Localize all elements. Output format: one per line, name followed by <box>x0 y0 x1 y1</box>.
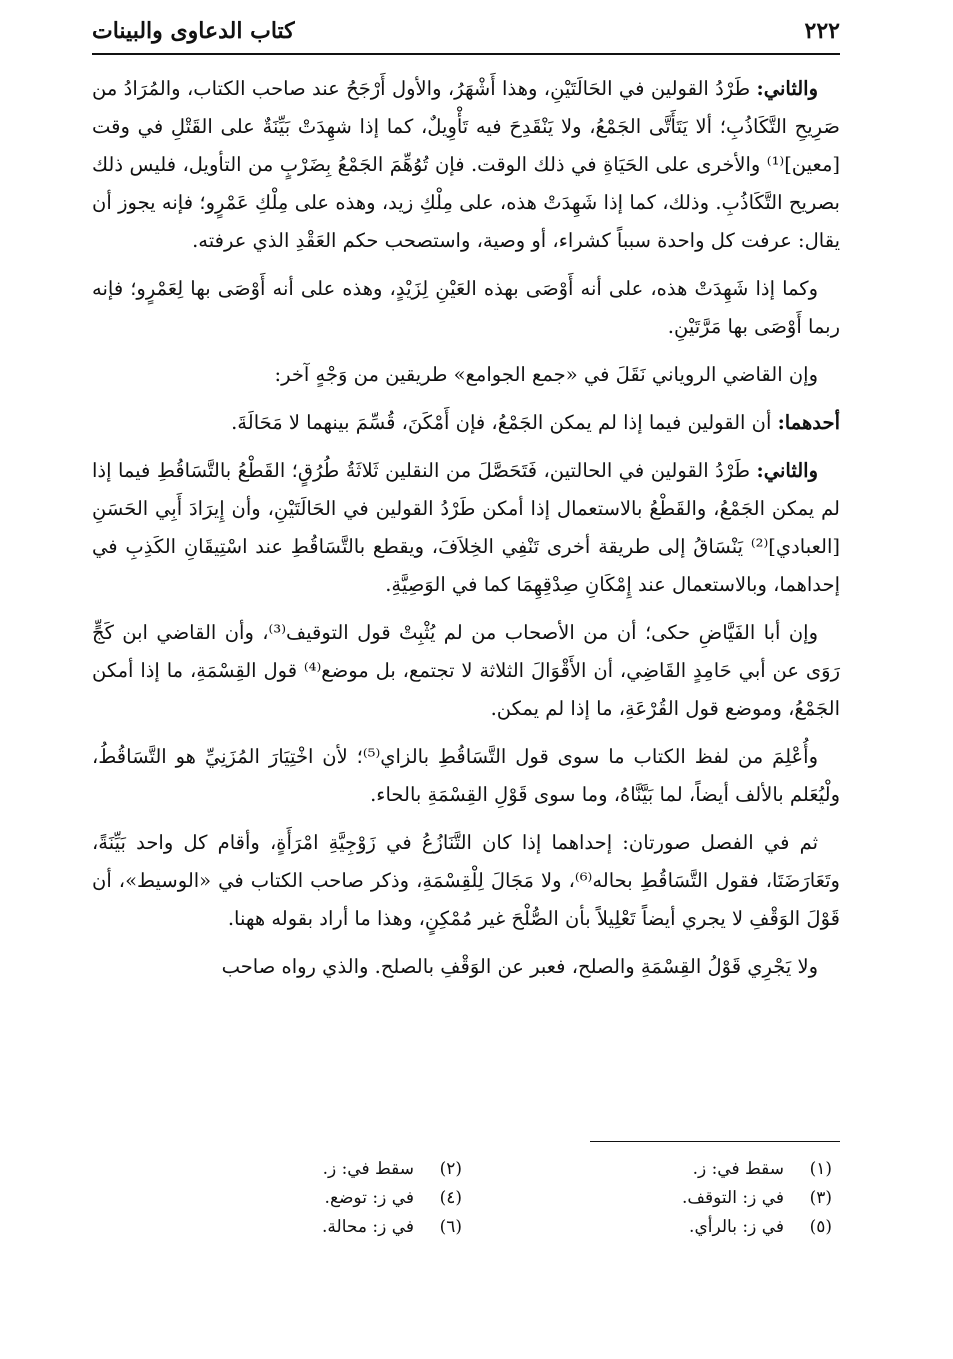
paragraph-lead: والثاني: <box>756 459 818 482</box>
page-header <box>92 14 840 48</box>
paragraph-text: أن القولين فيما إذا لم يمكن الجَمْعُ، فإن أَمْكَنَ، قُسِّمَ بينهما لا مَحَالَةَ. <box>231 411 778 434</box>
footnote-text: سقط في: ز. <box>322 1159 414 1179</box>
footnote-number: (٣) <box>809 1188 832 1208</box>
footnote <box>92 1213 462 1242</box>
main-text <box>92 70 840 996</box>
paragraph <box>92 738 840 814</box>
footnote-rule <box>590 1141 840 1142</box>
paragraph <box>92 452 840 604</box>
paragraph <box>92 948 840 986</box>
paragraph-lead: أحدهما: <box>777 411 840 434</box>
paragraph <box>92 70 840 260</box>
footnote-number: (١) <box>809 1159 832 1179</box>
paragraph-text: وإن القاضي الروياني نَقَلَ في «جمع الجوامع» طريقين من وَجْهٍ آخر: <box>274 363 818 386</box>
page-number: ٢٢٢ <box>804 18 840 44</box>
paragraph-text: ثم في الفصل صورتان: إحداهما إذا كان التَّنَازُعُ في زَوْجِيَّةِ امْرَأَةٍ، وأقام كل واحد بَيِّنَةً، وتَعَارَضَتَا، فقول التَّسَاقُطِ بحاله⁽⁶⁾، ولا مَجَالَ لِلْقِسْمَةِ، وذكر صاحب الكتاب في «الوسيط»، أن قَوْلَ الوَقْفِ لا يجري أيضاً تَعْلِيلاً بأن الصُّلْحَ غير مُمْكِنٍ، وهذا ما أراد بقوله ههنا. <box>92 831 840 930</box>
footnote <box>462 1213 832 1242</box>
footnote-number: (٥) <box>809 1217 832 1237</box>
footnote-row <box>92 1155 832 1184</box>
footnote-text: سقط في: ز. <box>692 1159 784 1179</box>
paragraph <box>92 404 840 442</box>
footnote <box>92 1184 462 1213</box>
footnote-row <box>92 1213 832 1242</box>
header-rule <box>92 53 840 55</box>
paragraph-text: وأُعْلِمَ من لفظ الكتاب ما سوى قول التَّسَاقُطِ بالزاي⁽⁵⁾؛ لأن اخْتِيَارَ المُزَنِيِّ هو التَّسَاقُطُ، ولْيُعَلم بالألف أيضاً، لما بَيَّنَّاهُ، وما سوى قَوْلِ القِسْمَةِ بالحاء. <box>92 745 840 806</box>
paragraph <box>92 614 840 728</box>
footnote <box>92 1155 462 1184</box>
footnote-row <box>92 1184 832 1213</box>
footnote <box>462 1155 832 1184</box>
paragraph-lead: والثاني: <box>756 77 818 100</box>
footnote-text: في ز: التوقف. <box>682 1188 784 1208</box>
paragraph <box>92 356 840 394</box>
footnote-number: (٤) <box>439 1188 462 1208</box>
running-title: كتاب الدعاوى والبينات <box>92 18 295 44</box>
footnote-text: في ز: محالة. <box>322 1217 414 1237</box>
paragraph <box>92 824 840 938</box>
paragraph-text: ولا يَجْرِي قَوْلُ القِسْمَةِ والصلح، فعبر عن الوَقْفِ بالصلح. والذي رواه صاحب <box>221 955 818 978</box>
footnote-number: (٢) <box>439 1159 462 1179</box>
footnote-text: في ز: توضع. <box>324 1188 414 1208</box>
paragraph <box>92 270 840 346</box>
footnote <box>462 1184 832 1213</box>
footnotes <box>92 1155 832 1242</box>
footnote-text: في ز: بالرأي. <box>689 1217 784 1237</box>
paragraph-text: طَرْدُ القولين في الحالتين، فَتَحَصَّلَ من النقلين ثَلاثَةُ طُرُقٍ؛ القَطْعُ بالتَّسَاقُطِ فيما إذا لم يمكن الجَمْعُ، والقَطْعُ بالاستعمال إذا أمكن طَرْدُ القولين في الحَالَتَيْنِ، وأن إِيرَادَ أَبِي الحَسَنِ [العبادي]⁽²⁾ يَنْسَاقُ إلى طريقة أخرى تَنْفِي الخِلاَفَ، ويقطع بالتَّسَاقُطِ عند اسْتِيقَانِ الكَذِبِ في إحداهما، وبالاستعمال عند إِمْكَانِ صِدْقِهِمَا كما في الوَصِيَّةِ. <box>92 459 840 596</box>
paragraph-text: طَرْدُ القولين في الحَالَتَيْنِ، وهذا أَشْهَرُ، والأول أَرْجَحُ عند صاحب الكتاب، والمُرَادُ من صَرِيحِ التَّكَاذُبِ؛ ألا يَتَأَتَّى الجَمْعُ، ولا يَنْقَدِحَ فيه تَأْوِيلٌ، كما إذا شهِدَتْ بَيِّنَةٌ على القَتْلِ في وقت [معين]⁽¹⁾ والأخرى على الحَيَاةِ في ذلك الوقت. فإن تُوُهِّمَ الجَمْعُ بِضَرْبٍ من التأويل، فليس ذلك بصريح التَّكَاذُبِ. وذلك، كما إذا شَهِدَتْ هذه، على مِلْكِ زيد، وهذه على مِلْكِ عَمْرٍو؛ فإنه يجوز أن يقال: عرفت كل واحدة سبباً كشراء، أو وصية، واستصحب حكم العَقْدِ الذي عرفته. <box>92 77 840 252</box>
paragraph-text: وإن أبا الفَيَّاضِ حكى؛ أن من الأصحاب من لم يُثْبِتْ قول التوقيف⁽³⁾، وأن القاضي ابن كَجٍّ رَوَى عن أبي حَامِدٍ القَاضِي، أن الأَقْوَالَ الثلاثة لا تجتمع، بل موضع⁽⁴⁾ قول القِسْمَةِ، ما إذا أمكن الجَمْعُ، وموضع قول القُرْعَةِ، ما إذا لم يمكن. <box>92 621 840 720</box>
paragraph-text: وكما إذا شَهِدَتْ هذه، على أنه أَوْصَى بهذه العَيْنِ لِزَيْدٍ، وهذه على أنه أَوْصَى بها لِعَمْرٍو؛ فإنه ربما أَوْصَى بها مَرَّتَيْنِ. <box>92 277 840 338</box>
footnote-number: (٦) <box>439 1217 462 1237</box>
